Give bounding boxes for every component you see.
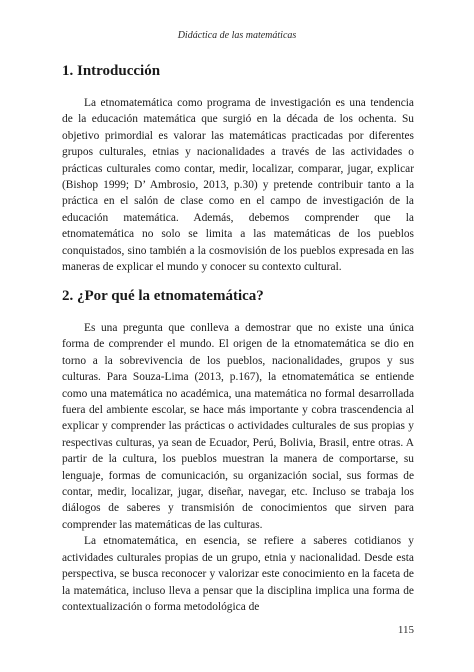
page-number: 115 bbox=[397, 624, 414, 636]
paragraph: Es una pregunta que conlleva a demostrar que no existe una única forma de comprender el mundo. El origen de la etnomatemática se dio en torno a la sobrevivencia de los pueblos, nacionalidades, grupos y sus culturas. Para Souza-Lima (2013, p.167), la etnomatemática se entiende como una matemática no académica, una matemática no formal desarrollada fuera del ambiente escolar, se hace más importante y cobra trascendencia al explicar y comprender las prácticas o actividades culturales de sus propias y respectivas culturas, ya sean de Ecuador, Perú, Bolivia, Brasil, entre otras. A partir de la cultura, los pueblos muestran la manera de comportarse, su lenguaje, formas de comunicación, su organización social, sus formas de contar, medir, localizar, jugar, diseñar, navegar, etc. Incluso se trabaja los diálogos de saberes y transmisión de conocimientos que sirven para comprender las matemáticas de las culturas. bbox=[62, 322, 414, 531]
paragraph: La etnomatemática, en esencia, se refiere a saberes cotidianos y actividades culturales propias de un grupo, etnia y nacionalidad. Desde esta perspectiva, se busca reconocer y valorizar este conocimiento en la faceta de la matemática, incluso lleva a pensar que la disciplina implica una forma de contextualización o forma metodológica de bbox=[62, 535, 414, 613]
running-header: Didáctica de las matemáticas bbox=[177, 30, 297, 41]
paragraph: La etnomatemática como programa de investigación es una tendencia de la educación matemática que surgió en la década de los ochenta. Su objetivo primordial es valorar las matemáticas practicadas por diferentes grupos culturales, etnias y nacionalidades a través de las actividades o prácticas culturales como contar, medir, localizar, comparar, jugar, explicar (Bishop 1999; D’ Ambrosio, 2013, p.30) y pretende contribuir tanto a la práctica en el salón de clase como en el campo de investigación de la educación matemática. Además, debemos comprender que la etnomatemática no solo se limita a las matemáticas de los pueblos conquistados, sino también a la cosmovisión de los pueblos expresada en las maneras de explicar el mundo y conocer su contexto cultural. bbox=[62, 97, 414, 274]
section-body-por-que bbox=[62, 320, 414, 615]
section-heading-por-que: 2. ¿Por qué la etnomatemática? bbox=[62, 288, 264, 304]
section-heading-introduccion: 1. Introducción bbox=[62, 63, 161, 79]
section-body-introduccion bbox=[62, 95, 414, 275]
